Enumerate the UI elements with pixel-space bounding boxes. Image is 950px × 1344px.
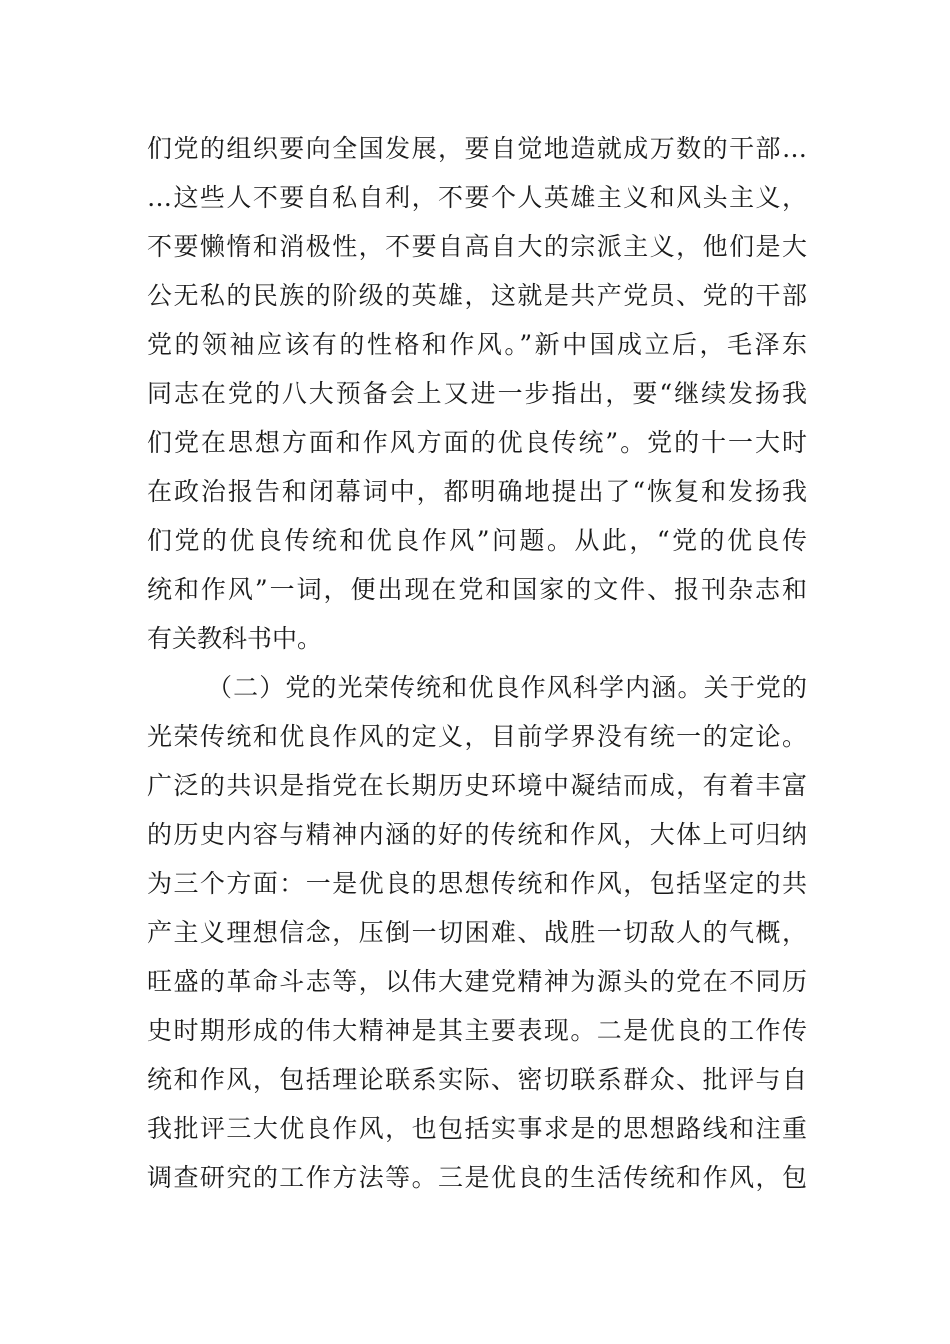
text-line: 有关教科书中。 (147, 624, 323, 653)
text-line: 光荣传统和优良作风的定义，目前学界没有统一的定论。 (147, 722, 807, 751)
text-line: 调查研究的工作方法等。三是优良的生活传统和作风，包 (147, 1163, 807, 1192)
text-line: 产主义理想信念，压倒一切困难、战胜一切敌人的气概， (147, 918, 807, 947)
text-line: 统和作风，包括理论联系实际、密切联系群众、批评与自 (147, 1065, 807, 1094)
text-line: 史时期形成的伟大精神是其主要表现。二是优良的工作传 (147, 1016, 807, 1045)
text-line: 为三个方面：一是优良的思想传统和作风，包括坚定的共 (147, 869, 807, 898)
paragraph-continuation (147, 124, 807, 663)
text-line: 统和作风”一词，便出现在党和国家的文件、报刊杂志和 (147, 575, 807, 604)
section-heading-line: （二）党的光荣传统和优良作风科学内涵。关于党的 (207, 673, 807, 702)
document-body (147, 124, 807, 1202)
text-line: 们党的优良传统和优良作风”问题。从此，“党的优良传 (147, 526, 807, 555)
text-line: 旺盛的革命斗志等，以伟大建党精神为源头的党在不同历 (147, 967, 807, 996)
text-line: 我批评三大优良作风，也包括实事求是的思想路线和注重 (147, 1114, 807, 1143)
text-line: 广泛的共识是指党在长期历史环境中凝结而成，有着丰富 (147, 771, 807, 800)
paragraph-section-two (147, 663, 807, 1202)
text-line: 同志在党的八大预备会上又进一步指出，要“继续发扬我 (147, 379, 807, 408)
text-line: 在政治报告和闭幕词中，都明确地提出了“恢复和发扬我 (147, 477, 807, 506)
text-line: …这些人不要自私自利，不要个人英雄主义和风头主义， (147, 183, 807, 212)
text-line: 公无私的民族的阶级的英雄，这就是共产党员、党的干部 (147, 281, 807, 310)
text-line: 的历史内容与精神内涵的好的传统和作风，大体上可归纳 (147, 820, 807, 849)
text-line: 们党的组织要向全国发展，要自觉地造就成万数的干部… (147, 134, 807, 163)
text-line: 不要懒惰和消极性，不要自高自大的宗派主义，他们是大 (147, 232, 807, 261)
text-line: 党的领袖应该有的性格和作风。”新中国成立后，毛泽东 (147, 330, 807, 359)
text-line: 们党在思想方面和作风方面的优良传统”。党的十一大时 (147, 428, 807, 457)
